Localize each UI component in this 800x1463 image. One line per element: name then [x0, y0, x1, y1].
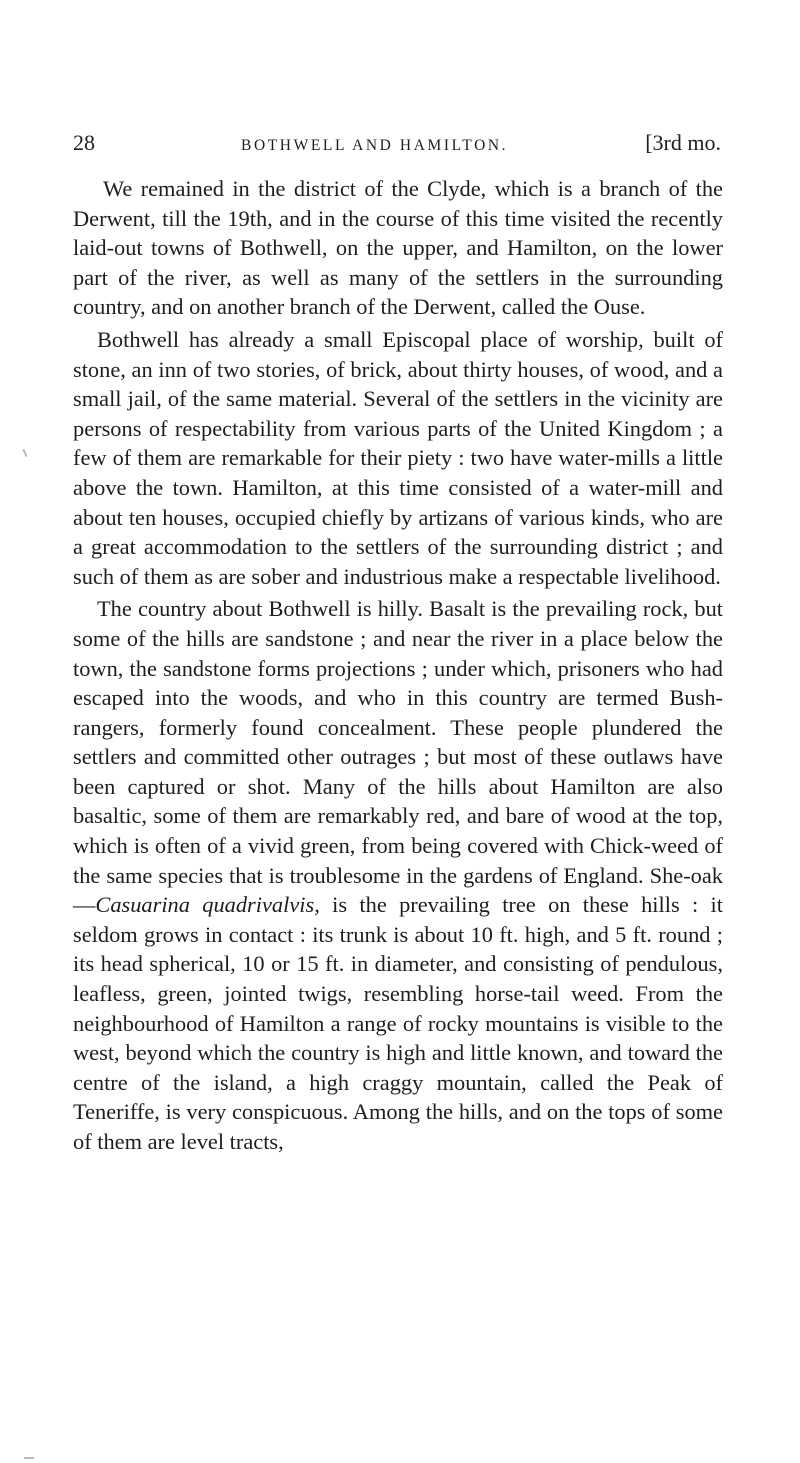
- paragraph-3-text-after: is the prevailing tree on these hills : it seldom grows in contact : its trunk is about 10 ft. high, and 5 ft. round ; its head spherical, 10 or 15 ft. in diameter, and consisting of pendulous, leafless, green, jointed twigs, resembling horse-tail weed. From the neighbourhood of Hamilton a range of rocky mountains is visible to the west, beyond which the country is high and little known, and toward the centre of the island, a high craggy mountain, called the Peak of Teneriffe, is very conspicuous. Among the hills, and on the tops of some of them are level tracts,: [73, 892, 723, 1154]
- margin-mark-bottom: [24, 1457, 34, 1459]
- running-head: [73, 128, 723, 162]
- running-date: [3rd mo.: [645, 130, 721, 155]
- paragraph-3: [73, 594, 723, 1156]
- margin-mark: [22, 449, 27, 457]
- paragraph-1: We remained in the district of the Clyde, which is a branch of the Derwent, till the 19th, and in the course of this time visited the recently laid-out towns of Bothwell, on the upper, and Hamilton, on the lower part of the river, as well as many of the settlers in the surrounding country, and on another branch of the Derwent, called the Ouse.: [73, 176, 723, 320]
- book-page: [73, 128, 723, 1160]
- running-title: BOTHWELL AND HAMILTON.: [241, 137, 509, 154]
- paragraph-2: Bothwell has already a small Episcopal place of worship, built of stone, an inn of two stories, of brick, about thirty houses, of wood, and a small jail, of the same material. Several of the settlers in the vicinity are persons of respectability from various parts of the United Kingdom ; a few of them are remarkable for their piety : two have water-mills a little above the town. Hamilton, at this time consisted of a water-mill and about ten houses, occupied chiefly by artizans of various kinds, who are a great accommodation to the settlers of the surrounding district ; and such of them as are sober and industrious make a respectable livelihood.: [73, 326, 723, 589]
- body-text: [73, 174, 723, 1157]
- species-name: Casuarina quadrivalvis,: [95, 892, 320, 918]
- page-number: 28: [73, 130, 95, 155]
- paragraph-3-text-before: The country about Bothwell is hilly. Basalt is the prevailing rock, but some of the hills are sandstone ; and near the river in a place below the town, the sandstone forms projections ; under which, prisoners who had escaped into the woods, and who in this country are termed Bush-rangers, formerly found concealment. These people plundered the settlers and committed other outrages ; but most of these outlaws have been captured or shot. Many of the hills about Hamilton are also basaltic, some of them are remarkably red, and bare of wood at the top, which is often of a vivid green, from being covered with Chick-weed of the same species that is troublesome in the gardens of England. She-oak—: [73, 596, 723, 918]
